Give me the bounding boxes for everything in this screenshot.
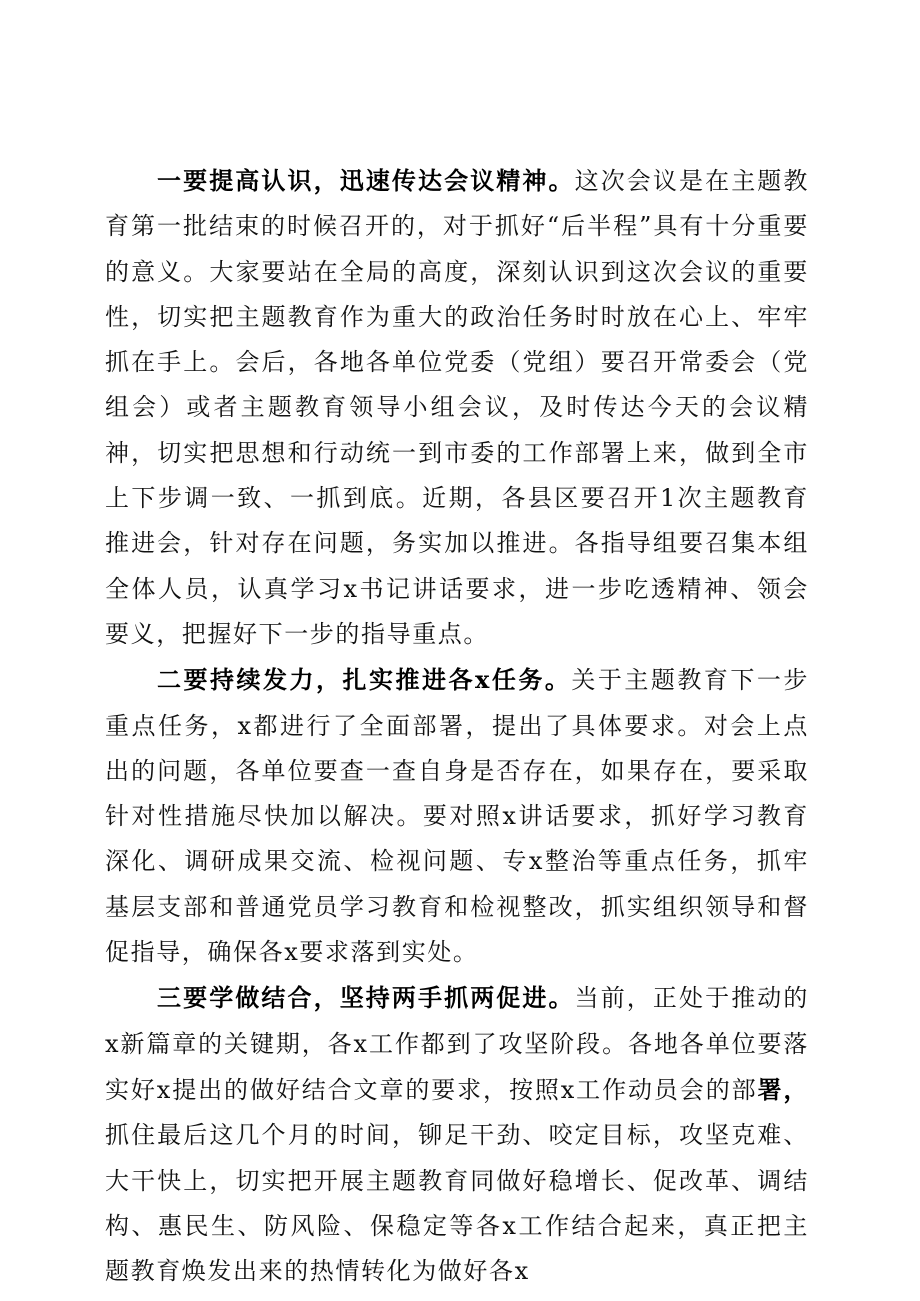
- paragraph-3-text-a: 当前，正处于推动的x新篇章的关键期，各x工作都到了攻坚阶段。各地各单位要落实好x提出的做好结合文章的要求，按照x工作动员会的部: [105, 984, 809, 1104]
- paragraph-3-text-bold: 署，: [757, 1074, 810, 1104]
- paragraph-3-heading: 三要学做结合，坚持两手抓两促进。: [157, 983, 575, 1013]
- paragraph-2: [105, 657, 809, 975]
- paragraph-3-text-b: 抓住最后这几个月的时间，铆足干劲、咬定目标，攻坚克难、大干快上，切实把开展主题教育同做好稳增长、促改革、调结构、惠民生、防风险、保稳定等各x工作结合起来，真正把主题教育焕发出来的热情转化为做好各x: [105, 1121, 809, 1286]
- paragraph-3: [105, 975, 809, 1294]
- paragraph-2-heading: 二要持续发力，扎实推进各x任务。: [157, 665, 572, 695]
- paragraph-1-heading: 一要提高认识，迅速传达会议精神。: [157, 166, 575, 195]
- paragraph-1: [105, 158, 809, 657]
- paragraph-2-text: 关于主题教育下一步重点任务，x都进行了全面部署，提出了具体要求。对会上点出的问题，各单位要查一查自身是否存在，如果存在，要采取针对性措施尽快加以解决。要对照x讲话要求，抓好学习教育深化、调研成果交流、检视问题、专x整治等重点任务，抓牢基层支部和普通党员学习教育和检视整改，抓实组织领导和督促指导，确保各x要求落到实处。: [105, 666, 809, 967]
- document-body: [105, 158, 809, 1294]
- paragraph-1-text: 这次会议是在主题教育第一批结束的时候召开的，对于抓好“后半程”具有十分重要的意义。大家要站在全局的高度，深刻认识到这次会议的重要性，切实把主题教育作为重大的政治任务时时放在心上、牢牢抓在手上。会后，各地各单位党委（党组）要召开常委会（党组会）或者主题教育领导小组会议，及时传达今天的会议精神，切实把思想和行动统一到市委的工作部署上来，做到全市上下步调一致、一抓到底。近期，各县区要召开1次主题教育推进会，针对存在问题，务实加以推进。各指导组要召集本组全体人员，认真学习x书记讲话要求，进一步吃透精神、领会要义，把握好下一步的指导重点。: [105, 167, 809, 648]
